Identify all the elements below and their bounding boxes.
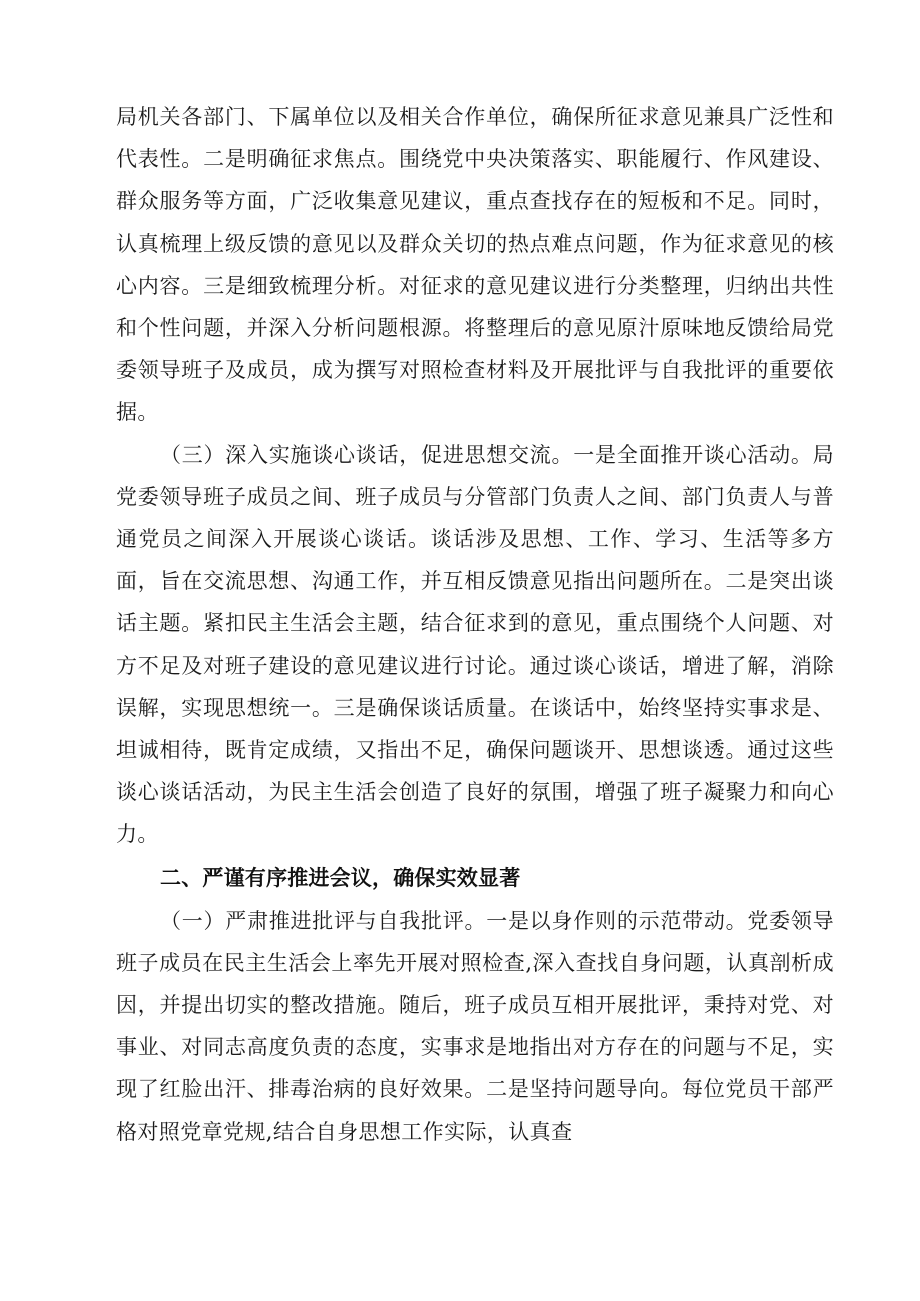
section-heading: 二、严谨有序推进会议，确保实效显著	[160, 865, 521, 890]
paragraph-heart-to-heart-talks: （三）深入实施谈心谈话，促进思想交流。一是全面推开谈心活动。局党委领导班子成员之间、班子成员与分管部门负责人之间、部门负责人与普通党员之间深入开展谈心谈话。谈话涉及思想、工作、学习、生活等多方面，旨在交流思想、沟通工作，并互相反馈意见指出问题所在。二是突出谈话主题。紧扣民主生活会主题，结合征求到的意见，重点围绕个人问题、对方不足及对班子建设的意见建议进行讨论。通过谈心谈话，增进了解，消除误解，实现思想统一。三是确保谈话质量。在谈话中，始终坚持实事求是、坦诚相待，既肯定成绩，又指出不足，确保问题谈开、思想谈透。通过这些谈心谈话活动，为民主生活会创造了良好的氛围，增强了班子凝聚力和向心力。	[116, 442, 834, 847]
paragraph-continuation: 局机关各部门、下属单位以及相关合作单位，确保所征求意见兼具广泛性和代表性。二是明确征求焦点。围绕党中央决策落实、职能履行、作风建设、群众服务等方面，广泛收集意见建议，重点查找存在的短板和不足。同时，认真梳理上级反馈的意见以及群众关切的热点难点问题，作为征求意见的核心内容。三是细致梳理分析。对征求的意见建议进行分类整理，归纳出共性和个性问题，并深入分析问题根源。将整理后的意见原汁原味地反馈给局党委领导班子及成员，成为撰写对照检查材料及开展批评与自我批评的重要依据。	[116, 105, 834, 425]
document-body	[116, 96, 834, 1153]
paragraph-criticism-self-criticism: （一）严肃推进批评与自我批评。一是以身作则的示范带动。党委领导班子成员在民主生活会上率先开展对照检查,深入查找自身问题，认真剖析成因，并提出切实的整改措施。随后，班子成员互相开展批评，秉持对党、对事业、对同志高度负责的态度，实事求是地指出对方存在的问题与不足，实现了红脸出汗、排毒治病的良好效果。二是坚持问题导向。每位党员干部严格对照党章党规,结合自身思想工作实际，认真查	[116, 908, 834, 1144]
